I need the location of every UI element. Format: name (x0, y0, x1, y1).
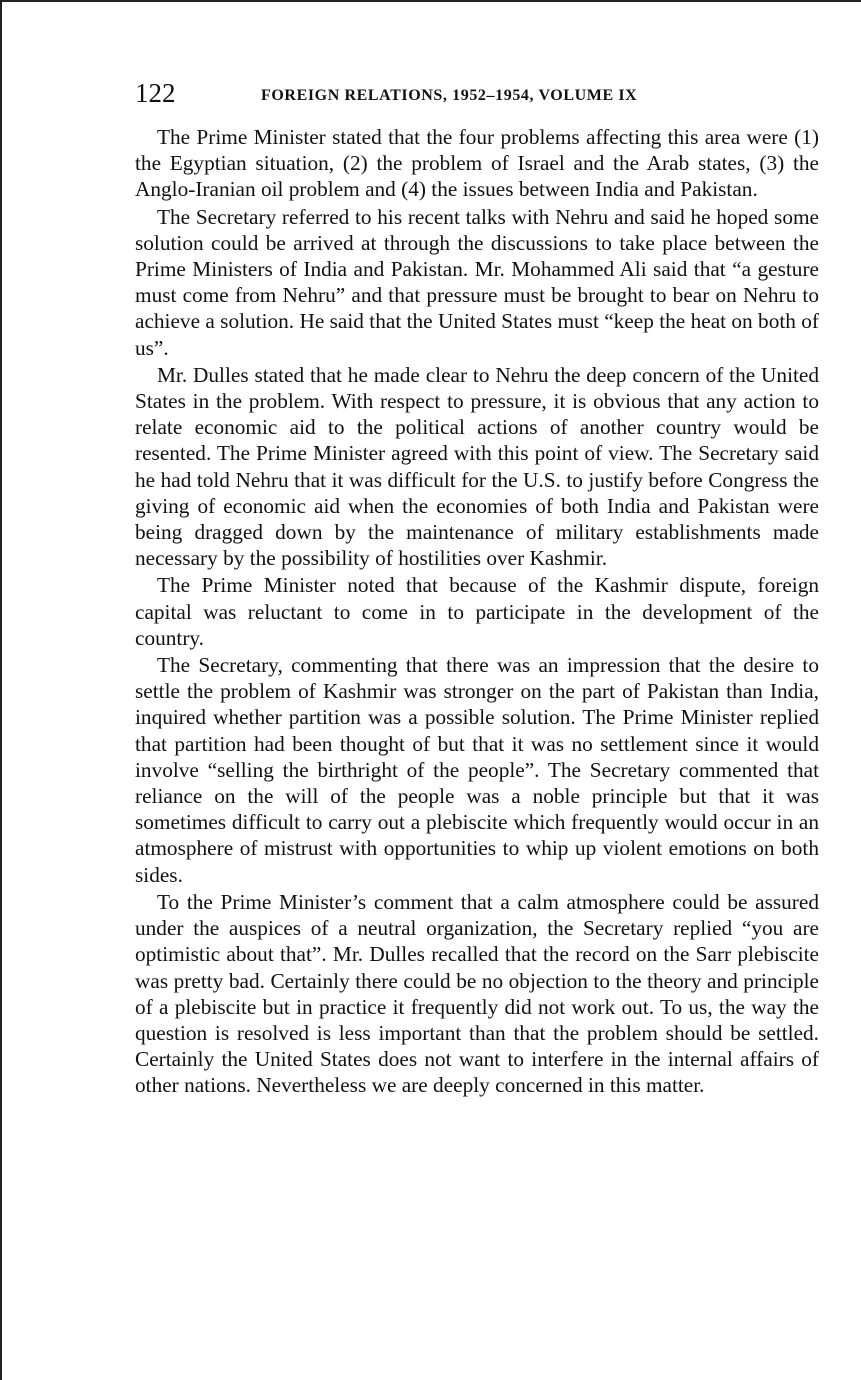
page-number: 122 (135, 78, 176, 108)
paragraph-partition: The Secretary, commenting that there was an impression that the desire to settle the problem of Kashmir was stronger on the part of Pakistan than India, inquired whether partition was a possible solution. The Prime Minister replied that partition had been thought of but that it was no settlement since it would involve “selling the birthright of the people”. The Secretary commented that reliance on the will of the people was a noble principle but that it was sometimes difficult to carry out a plebiscite which frequently would occur in an atmosphere of mistrust with opportunities to whip up violent emotions on both sides. (135, 653, 819, 887)
paragraph-problems: The Prime Minister stated that the four problems affecting this area were (1) the Egyptian situation, (2) the problem of Israel and the Arab states, (3) the Anglo-Iranian oil problem and (4) the issues between India and Pakistan. (135, 125, 819, 202)
page-header (135, 78, 819, 112)
paragraph-dulles-concern: Mr. Dulles stated that he made clear to Nehru the deep concern of the United States in the problem. With respect to pressure, it is obvious that any action to relate economic aid to the political actions of another country would be resented. The Prime Minister agreed with this point of view. The Secretary said he had told Nehru that it was difficult for the U.S. to justify before Congress the giving of economic aid when the economies of both India and Pakistan were being dragged down by the maintenance of military establishments made necessary by the possibility of hostilities over Kashmir. (135, 362, 819, 571)
body-text (135, 124, 819, 1100)
running-head: FOREIGN RELATIONS, 1952–1954, VOLUME IX (261, 87, 638, 104)
paragraph-nehru-talks: The Secretary referred to his recent talks with Nehru and said he hoped some solution could be arrived at through the discussions to take place between the Prime Ministers of India and Pakistan. Mr. Mohammed Ali said that “a gesture must come from Nehru” and that pressure must be brought to bear on Nehru to achieve a solution. He said that the United States must “keep the heat on both of us”. (135, 204, 819, 360)
paragraph-plebiscite: To the Prime Minister’s comment that a calm atmosphere could be assured under the auspices of a neutral organization, the Secretary replied “you are optimistic about that”. Mr. Dulles recalled that the record on the Sarr plebiscite was pretty bad. Certainly there could be no objection to the theory and principle of a plebiscite but in practice it frequently did not work out. To us, the way the question is resolved is less important than that the problem should be settled. Certainly the United States does not want to interfere in the internal affairs of other nations. Nevertheless we are deeply concerned in this matter. (135, 889, 819, 1098)
paragraph-foreign-capital: The Prime Minister noted that because of the Kashmir dispute, foreign capital was reluctant to come in to participate in the development of the country. (135, 573, 819, 650)
